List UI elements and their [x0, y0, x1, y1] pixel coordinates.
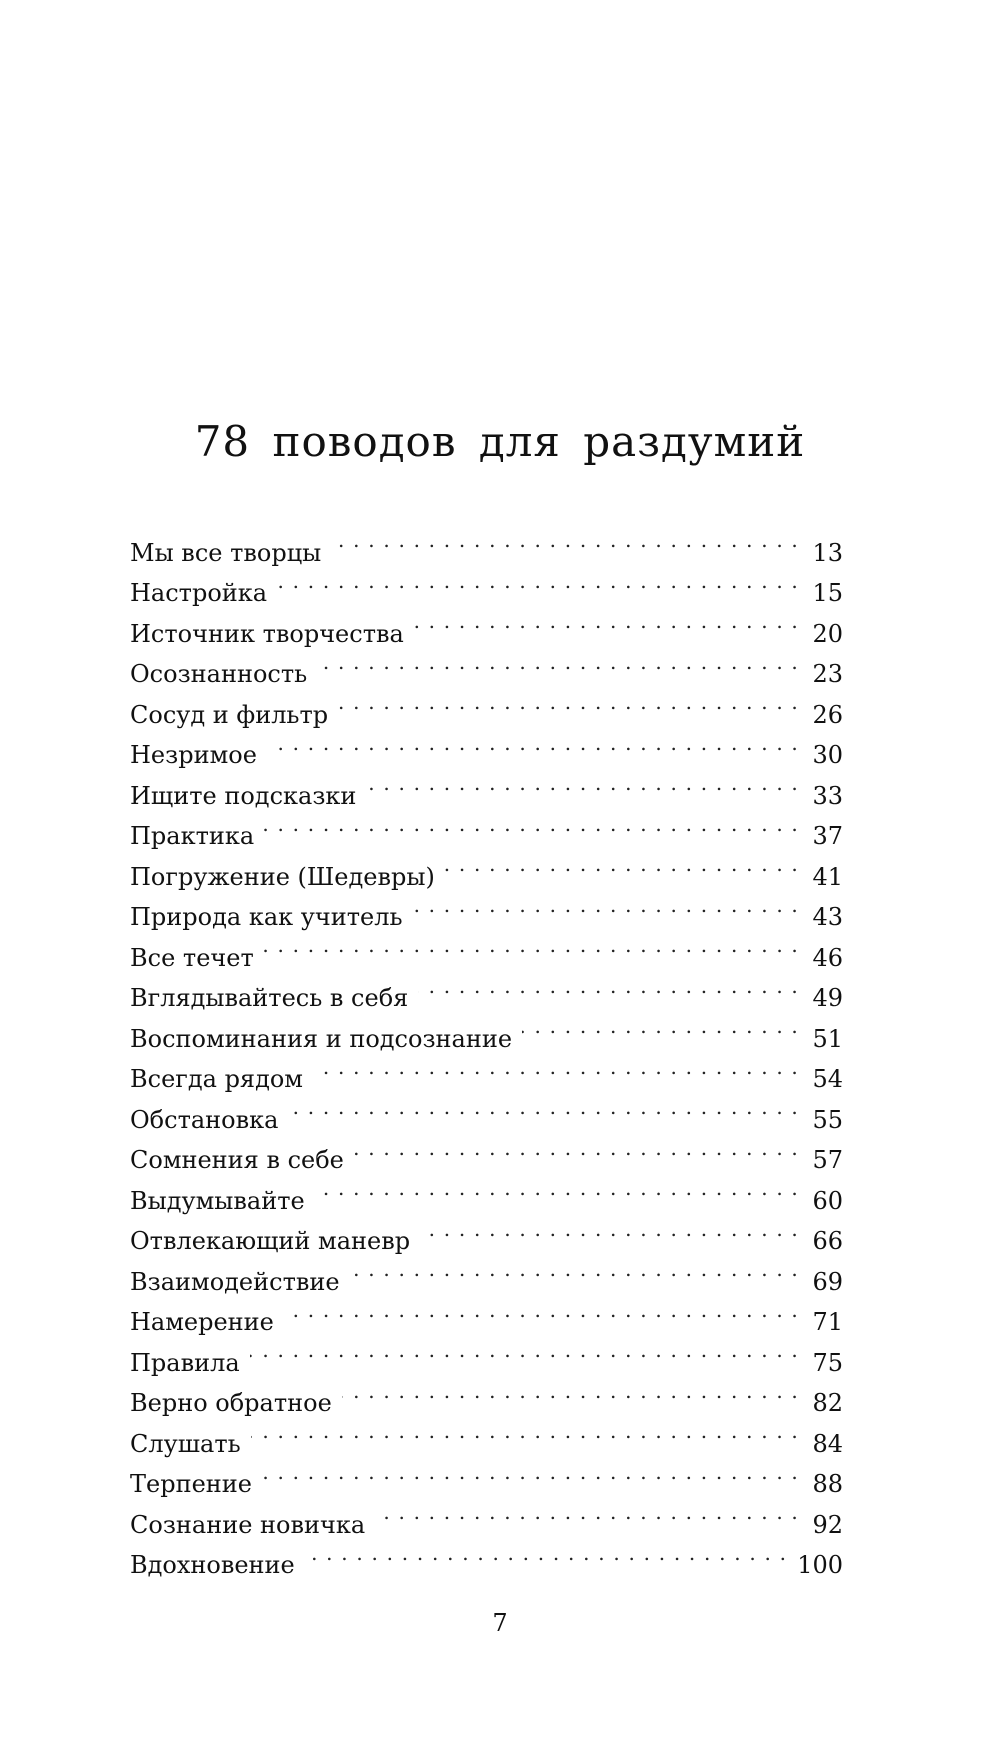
dot-leader — [366, 763, 799, 804]
toc-entry-title: Осознанность — [130, 660, 308, 688]
toc-entry-page: 82 — [812, 1389, 843, 1417]
toc-entry-title: Слушать — [130, 1429, 241, 1458]
dot-leader — [354, 1128, 799, 1169]
toc-entry-title: Источник творчества — [130, 619, 404, 648]
toc-entry-page: 37 — [812, 822, 843, 850]
dot-leader — [418, 966, 799, 1007]
toc-entry-page: 66 — [812, 1227, 843, 1255]
toc-entry-page: 26 — [812, 700, 843, 729]
toc-entry-title: Практика — [130, 822, 255, 850]
toc-entry-title: Всегда рядом — [130, 1065, 303, 1093]
table-of-contents — [130, 520, 843, 1579]
toc-entry-page: 49 — [812, 984, 843, 1012]
dot-leader — [264, 804, 799, 845]
toc-entry-page: 20 — [812, 619, 843, 648]
toc-entry-page: 69 — [812, 1267, 843, 1296]
dot-leader — [288, 1087, 799, 1128]
dot-leader — [305, 1533, 787, 1574]
dot-leader — [267, 723, 799, 764]
toc-entry-page: 15 — [812, 579, 843, 607]
toc-entry-title: Взаимодействие — [130, 1267, 340, 1296]
toc-entry-page: 13 — [812, 538, 843, 567]
toc-entry-page: 60 — [812, 1186, 843, 1215]
dot-leader — [317, 642, 799, 683]
toc-entry-title: Вглядывайтесь в себя — [130, 984, 409, 1012]
toc-entry-title: Отвлекающий маневр — [130, 1227, 411, 1255]
toc-entry-title: Намерение — [130, 1308, 274, 1336]
dot-leader — [445, 844, 799, 885]
toc-entry-title: Обстановка — [130, 1105, 279, 1134]
dot-leader — [331, 520, 799, 561]
toc-entry[interactable] — [130, 520, 843, 567]
dot-leader — [262, 1452, 799, 1493]
dot-leader — [315, 1168, 799, 1209]
toc-entry-title: Воспоминания и подсознание — [130, 1024, 513, 1053]
dot-leader — [420, 1209, 799, 1250]
dot-leader — [284, 1290, 799, 1331]
dot-leader — [338, 682, 799, 723]
toc-entry-page: 75 — [812, 1348, 843, 1377]
toc-entry-page: 46 — [812, 943, 843, 972]
toc-entry-title: Вдохновение — [130, 1551, 295, 1579]
toc-entry-title: Сосуд и фильтр — [130, 700, 329, 729]
toc-entry-title: Правила — [130, 1348, 240, 1377]
toc-entry-page: 100 — [797, 1551, 843, 1579]
toc-entry-page: 55 — [812, 1105, 843, 1134]
page-title: 78 поводов для раздумий — [194, 417, 806, 466]
dot-leader — [313, 1047, 799, 1088]
toc-entry-title: Настройка — [130, 579, 268, 607]
toc-entry-title: Незримое — [130, 741, 257, 769]
toc-entry-page: 23 — [812, 660, 843, 688]
toc-entry-title: Все течет — [130, 943, 254, 972]
toc-entry-page: 41 — [812, 862, 843, 891]
dot-leader — [264, 925, 799, 966]
dot-leader — [342, 1371, 799, 1412]
toc-entry-page: 51 — [812, 1024, 843, 1053]
toc-entry-title: Мы все творцы — [130, 538, 322, 567]
toc-entry-title: Ищите подсказки — [130, 781, 357, 810]
toc-entry-page: 33 — [812, 781, 843, 810]
page-number: 7 — [492, 1609, 508, 1637]
dot-leader — [414, 601, 799, 642]
toc-entry-title: Верно обратное — [130, 1389, 332, 1417]
dot-leader — [350, 1249, 799, 1290]
toc-entry-page: 54 — [812, 1065, 843, 1093]
dot-leader — [522, 1006, 799, 1047]
dot-leader — [250, 1330, 799, 1371]
toc-entry-page: 71 — [812, 1308, 843, 1336]
dot-leader — [375, 1492, 799, 1533]
toc-entry-page: 88 — [812, 1470, 843, 1498]
dot-leader — [251, 1411, 799, 1452]
toc-entry-title: Сомнения в себе — [130, 1146, 344, 1174]
toc-entry-page: 92 — [812, 1510, 843, 1539]
dot-leader — [413, 885, 799, 926]
toc-entry-title: Выдумывайте — [130, 1186, 305, 1215]
toc-entry-title: Природа как учитель — [130, 903, 403, 931]
toc-entry-page: 43 — [812, 903, 843, 931]
toc-entry-title: Терпение — [130, 1470, 252, 1498]
toc-entry-page: 30 — [812, 741, 843, 769]
toc-entry-page: 84 — [812, 1429, 843, 1458]
toc-entry-title: Погружение (Шедевры) — [130, 862, 435, 891]
toc-entry-page: 57 — [812, 1146, 843, 1174]
toc-entry-title: Сознание новичка — [130, 1510, 366, 1539]
dot-leader — [277, 561, 799, 602]
